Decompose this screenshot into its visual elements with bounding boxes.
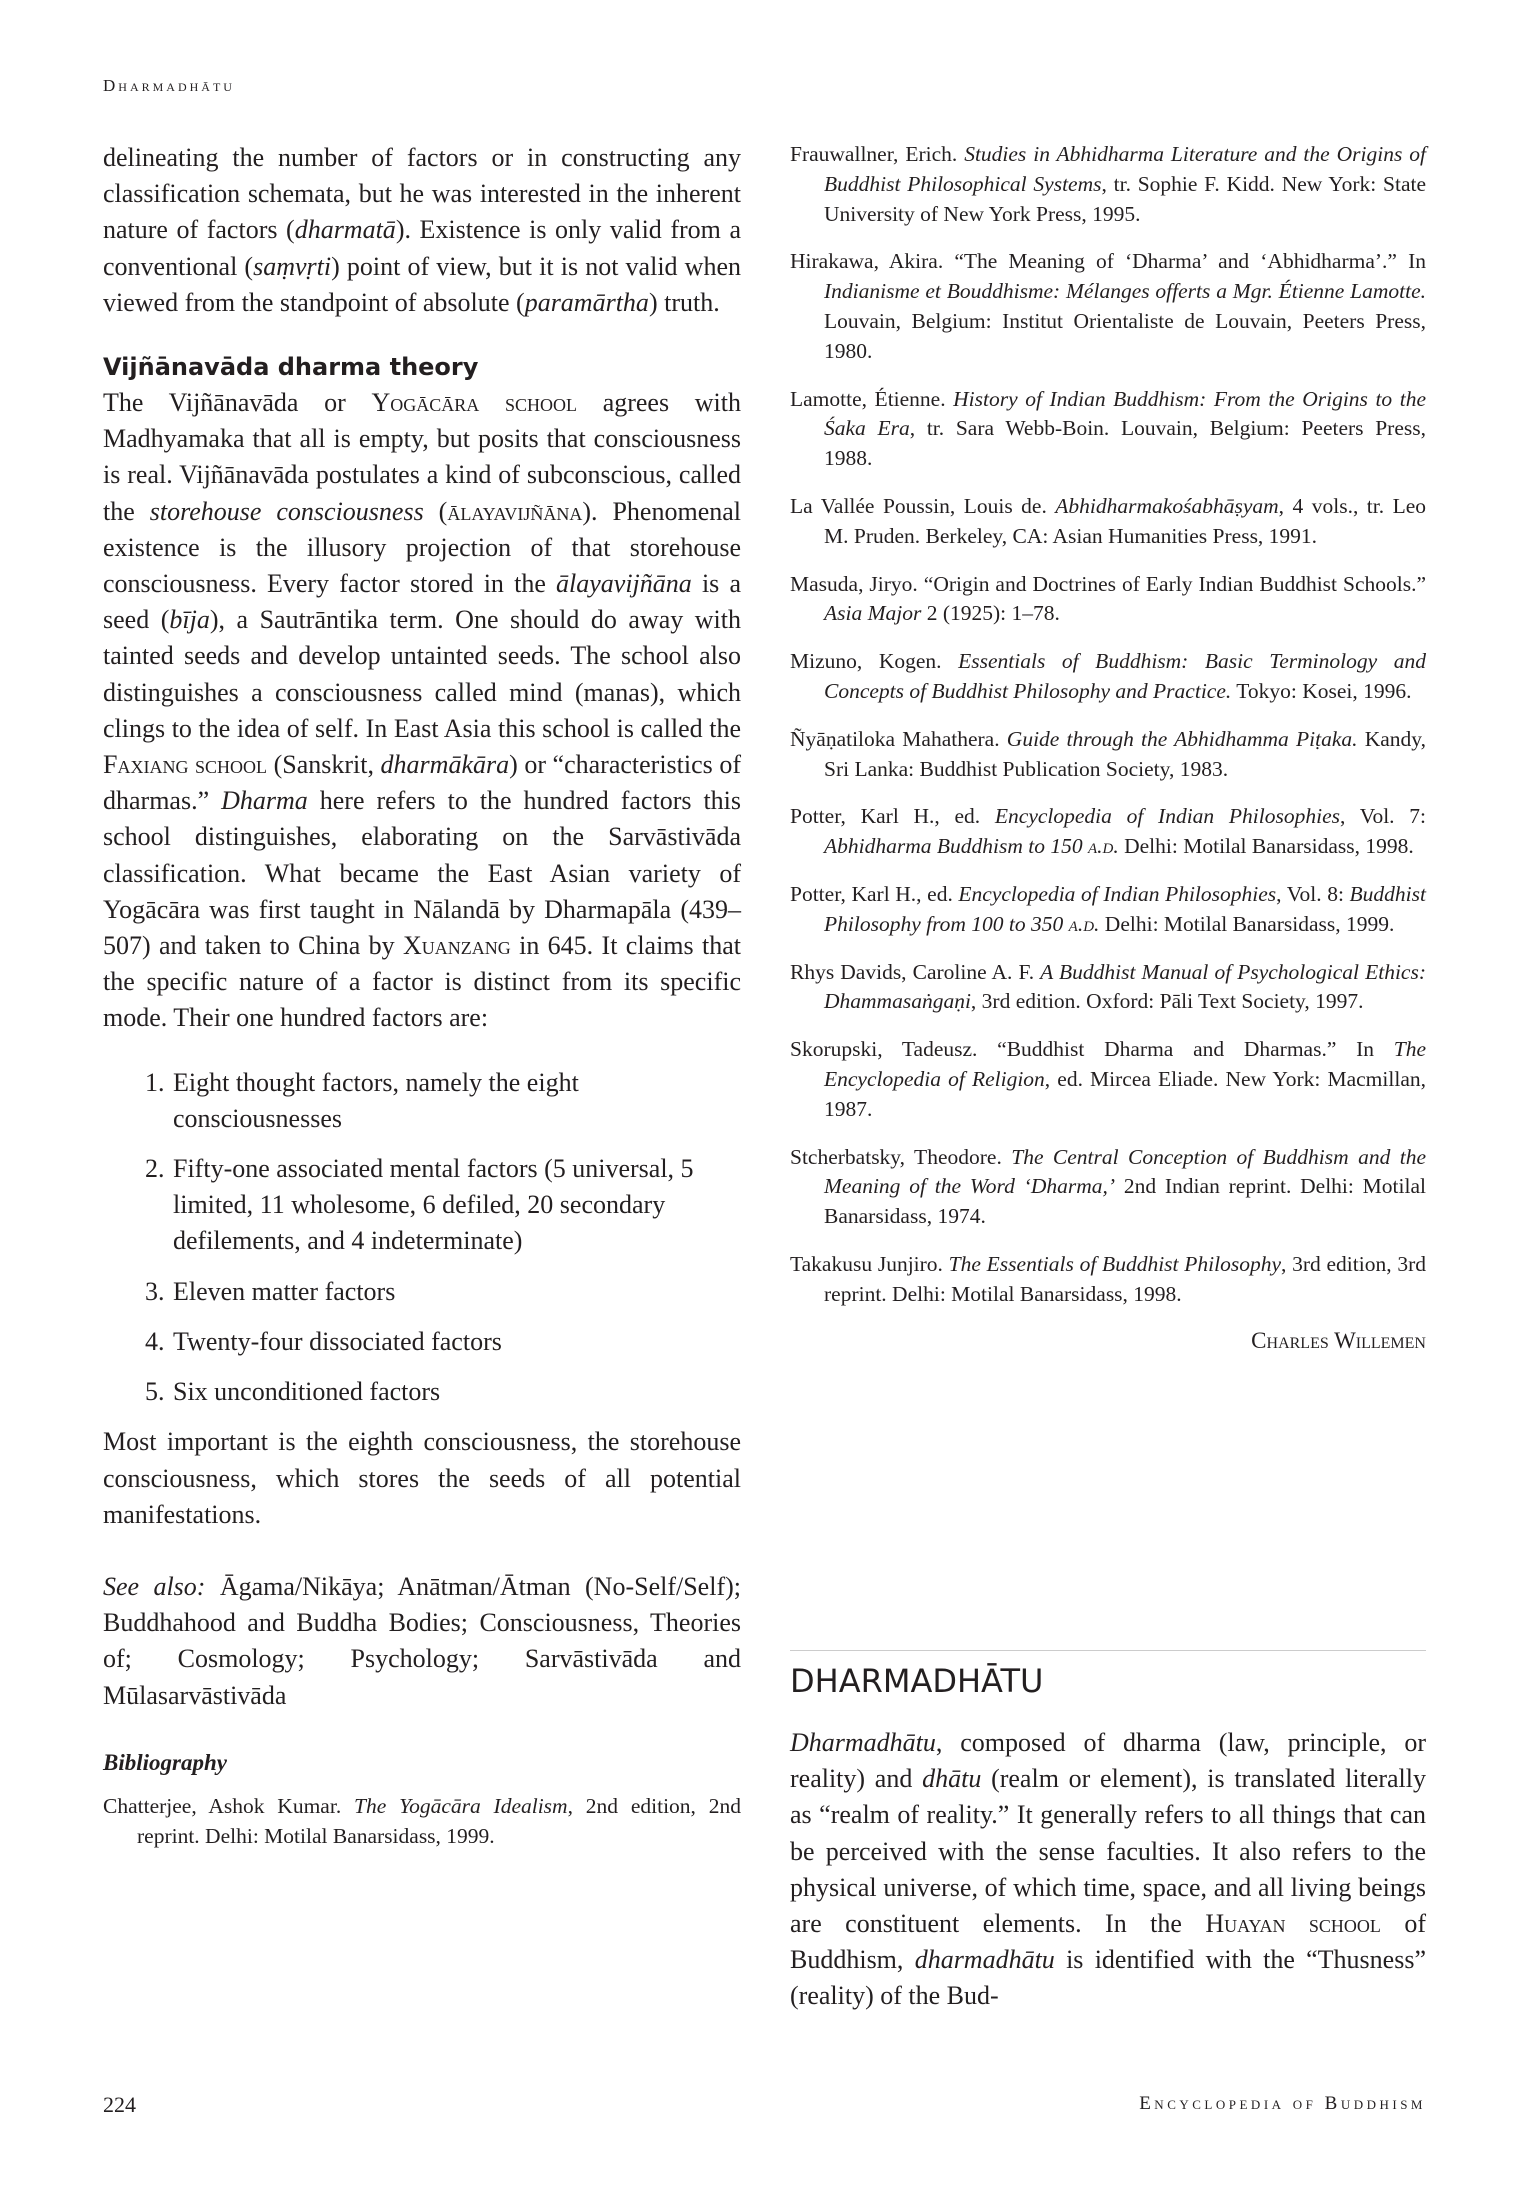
italic-run: Asia Major <box>824 601 922 626</box>
text-run: agrees with Madhyamaka that all is empty, but posits that consciousness is real. Vijñānavāda postulates a kind of subconscious, called the <box>103 388 742 526</box>
text-run: , 3rd edition, 3rd reprint. Delhi: Motilal Banarsidass, 1998. <box>824 1251 1427 1306</box>
text-run: is a seed ( <box>103 569 742 635</box>
list-item: 3. Eleven matter factors <box>171 1274 741 1310</box>
italic-run: Studies in Abhidharma Literature and the Origins of Buddhist Philosophical Systems <box>824 142 1426 196</box>
bibliography-entry <box>790 492 1426 552</box>
text-run: , composed of dharma (law, principle, or reality) and <box>790 1728 1426 1794</box>
text-run: The Vijñānavāda or <box>103 388 372 418</box>
text-run: here refers to the hundred factors this school distinguishes, elaborating on the Sarvāstivāda classification. What became the East Asian variety of Yogācāra was first taught in Nālandā by Dharmapāla (439–507) and taken to China by <box>103 786 742 961</box>
text-run: Delhi: Motilal Banarsidass, 1999. <box>1099 911 1395 936</box>
italic-run: paramārtha <box>524 287 649 317</box>
text-run: Chatterjee, Ashok Kumar. <box>103 1793 355 1818</box>
text-run: Potter, Karl H., ed. <box>790 881 959 906</box>
italic-run: bīja <box>169 605 210 635</box>
bibliography-entry <box>790 880 1426 940</box>
italic-run: The Essentials of Buddhist Philosophy <box>948 1251 1281 1276</box>
italic-run: dhātu <box>922 1764 982 1794</box>
text-run: , 4 vols., tr. Leo M. Pruden. Berkeley, CA: Asian Humanities Press, 1991. <box>824 493 1427 548</box>
text-run: Tokyo: Kosei, 1996. <box>1231 678 1412 703</box>
paragraph <box>103 140 741 321</box>
small-caps-run: Faxiang school <box>103 750 268 780</box>
factor-list <box>103 1065 741 1411</box>
text-run: , Vol. 8: <box>1276 881 1350 906</box>
text-run: ). Existence is only valid from a conventional ( <box>103 215 741 281</box>
italic-run: Dharma <box>221 786 308 816</box>
text-run: Mizuno, Kogen. <box>790 649 959 674</box>
bibliography-entry <box>790 802 1426 862</box>
italic-run: The Yogācāra Idealism <box>354 1793 568 1818</box>
bibliography-entry <box>790 247 1426 366</box>
bibliography-entry <box>790 385 1426 474</box>
bibliography-heading: Bibliography <box>103 1749 227 1775</box>
text-run: ( <box>423 496 448 526</box>
text-run: Most important is the eighth consciousness, the storehouse consciousness, which stores the seeds of all potential manifestations. <box>103 1427 741 1529</box>
right-column <box>790 140 1426 1354</box>
italic-run: storehouse consciousness <box>149 496 424 526</box>
paragraph <box>103 1424 741 1533</box>
paragraph <box>790 1725 1426 2015</box>
italic-run: Essentials of Buddhism: Basic Terminology and Concepts of Buddhist Philosophy and Practice. <box>824 649 1426 703</box>
bibliography-entry <box>790 725 1426 785</box>
bibliography-entry <box>790 1250 1426 1310</box>
italic-run: dharmadhātu <box>914 1945 1055 1975</box>
text-run: Louvain, Belgium: Institut Orientaliste de Louvain, Peeters Press, 1980. <box>824 308 1426 363</box>
left-column <box>103 140 741 1869</box>
italic-run: History of Indian Buddhism: From the Origins to the Śaka Era <box>824 386 1426 441</box>
bibliography-entry <box>790 140 1426 229</box>
italic-run: ālayavijñāna <box>556 569 692 599</box>
text-run: Skorupski, Tadeusz. “Buddhist Dharma and Dharmas.” In <box>790 1037 1394 1062</box>
text-run: ) or “characteristics of dharmas.” <box>103 750 741 816</box>
text-run: Masuda, Jiryo. “Origin and Doctrines of Early Indian Buddhist Schools.” <box>790 571 1426 596</box>
text-run: , 2nd edition, 2nd reprint. Delhi: Motilal Banarsidass, 1999. <box>137 1793 741 1848</box>
small-caps-run: ālayavijñāna <box>447 496 583 526</box>
text-run: is identified with the “Thusness” (reality) of the Bud- <box>790 1945 1426 2011</box>
text-run: Hirakawa, Akira. “The Meaning of ‘Dharma’ and ‘Abhidharma’.” In <box>790 249 1426 274</box>
bibliography-entry <box>790 570 1426 630</box>
italic-run: Encyclopedia of Indian Philosophies <box>994 804 1340 829</box>
bibliography-entry <box>790 958 1426 1018</box>
text-run: La Vallée Poussin, Louis de. <box>790 493 1056 518</box>
page-number: 224 <box>103 2092 136 2117</box>
text-run: Delhi: Motilal Banarsidass, 1998. <box>1118 834 1414 859</box>
author-signature: Charles Willemen <box>1251 1327 1426 1353</box>
italic-run: The Encyclopedia of Religion <box>824 1037 1426 1091</box>
text-run: ) point of view, but it is not valid when viewed from the standpoint of absolute ( <box>103 251 742 317</box>
small-caps-run: Xuanzang <box>402 931 511 961</box>
italic-run: Abhidharma Buddhism to 150 <box>824 834 1088 859</box>
italic-run: A Buddhist Manual of Psychological Ethics: Dhammasaṅgaṇi <box>824 959 1426 1014</box>
text-run: Takakusu Junjiro. <box>790 1251 949 1276</box>
paragraph <box>103 385 741 1037</box>
text-run: Rhys Davids, Caroline A. F. <box>790 959 1041 984</box>
text-run: (realm or element), is translated literally as “realm of reality.” It generally refers to all things that can be perceived with the sense faculties. It also refers to the physical universe, of which time, space, and all living beings are constituent elements. In the <box>790 1764 1426 1939</box>
text-run: , tr. Sophie F. Kidd. New York: State University of New York Press, 1995. <box>824 171 1427 226</box>
italic-run: Buddhist Philosophy from 100 to 350 <box>824 881 1426 936</box>
bibliography-entry <box>790 1143 1426 1232</box>
italic-run: dharmatā <box>294 215 396 245</box>
italic-run: See also: <box>103 1571 220 1601</box>
see-also <box>103 1569 741 1714</box>
text-run: ), a Sautrāntika term. One should do away with tainted seeds and develop untainted seeds. The school also distinguishes a consciousness called mind (manas), which clings to the idea of self. In East Asia this school is called the <box>103 605 742 743</box>
text-run: 2 (1925): 1–78. <box>921 601 1060 626</box>
text-run: of Buddhism, <box>790 1909 1426 1975</box>
text-run: Frauwallner, Erich. <box>790 142 965 166</box>
text-run: Stcherbatsky, Theodore. <box>790 1144 1012 1169</box>
small-caps-run: Huayan school <box>1205 1909 1381 1939</box>
text-run: ). Phenomenal existence is the illusory projection of that storehouse consciousness. Every factor stored in the <box>103 496 742 599</box>
running-footer: Encyclopedia of Buddhism <box>1139 2093 1426 2114</box>
italic-run: Abhidharmakośabhāṣyam <box>1055 493 1279 518</box>
small-caps-run: a.d. <box>1087 834 1119 859</box>
text-run: Potter, Karl H., ed. <box>790 804 995 829</box>
small-caps-run: a.d. <box>1068 911 1100 936</box>
italic-run: Guide through the Abhidhamma Piṭaka. <box>1006 726 1358 751</box>
italic-run: saṃvṛti <box>253 251 332 281</box>
entry-divider <box>790 1650 1426 1651</box>
text-run: in 645. It claims that the specific nature of a factor is distinct from its specific mode. Their one hundred factors are: <box>103 931 741 1033</box>
running-head: Dharmadhātu <box>103 76 235 95</box>
italic-run: Encyclopedia of Indian Philosophies <box>958 881 1277 906</box>
italic-run: The Central Conception of Buddhism and the Meaning of the Word ‘Dharma,’ <box>824 1144 1427 1199</box>
text-run: Ñyāṇatiloka Mahathera. <box>790 726 1007 751</box>
text-run: delineating the number of factors or in constructing any classification schemata, but he was interested in the inherent nature of factors ( <box>103 143 741 245</box>
list-item: 2. Fifty-one associated mental factors (5 universal, 5 limited, 11 wholesome, 6 defiled, 20 secondary defilements, and 4 indeterminate) <box>171 1151 741 1260</box>
italic-run: dharmākāra <box>380 750 510 780</box>
italic-run: Dharmadhātu <box>790 1728 936 1757</box>
text-run: , Vol. 7: <box>1339 804 1426 829</box>
text-run: 2nd Indian reprint. Delhi: Motilal Banarsidass, 1974. <box>824 1174 1426 1229</box>
text-run: Lamotte, Étienne. <box>790 386 954 411</box>
bibliography-entry <box>103 1792 741 1852</box>
text-run: ) truth. <box>648 287 720 317</box>
italic-run: Indianisme et Bouddhisme: Mélanges offerts a Mgr. Étienne Lamotte. <box>824 279 1426 304</box>
text-run: (Sanskrit, <box>267 750 381 780</box>
text-run: , ed. Mircea Eliade. New York: Macmillan, 1987. <box>824 1066 1426 1121</box>
text-run: , 3rd edition. Oxford: Pāli Text Society, 1997. <box>970 989 1364 1014</box>
text-run: Kandy, Sri Lanka: Buddhist Publication Society, 1983. <box>824 726 1427 781</box>
entry-title: DHARMADHĀTU <box>790 1662 1044 1700</box>
text-run: Āgama/Nikāya; Anātman/Ātman (No-Self/Self); Buddhahood and Buddha Bodies; Consciousness, Theories of; Cosmology; Psychology; Sarvāstivāda and Mūlasarvāstivāda <box>103 1571 741 1710</box>
bibliography-entry <box>790 1035 1426 1124</box>
text-run: , tr. Sara Webb-Boin. Louvain, Belgium: Peeters Press, 1988. <box>824 416 1426 471</box>
section-subheading: Vijñānavāda dharma theory <box>103 353 479 382</box>
bibliography-entry <box>790 647 1426 707</box>
list-item: 5. Six unconditioned factors <box>171 1374 741 1410</box>
list-item: 4. Twenty-four dissociated factors <box>171 1324 741 1360</box>
list-item: 1. Eight thought factors, namely the eight consciousnesses <box>171 1065 741 1137</box>
small-caps-run: Yogācāra school <box>371 388 577 418</box>
